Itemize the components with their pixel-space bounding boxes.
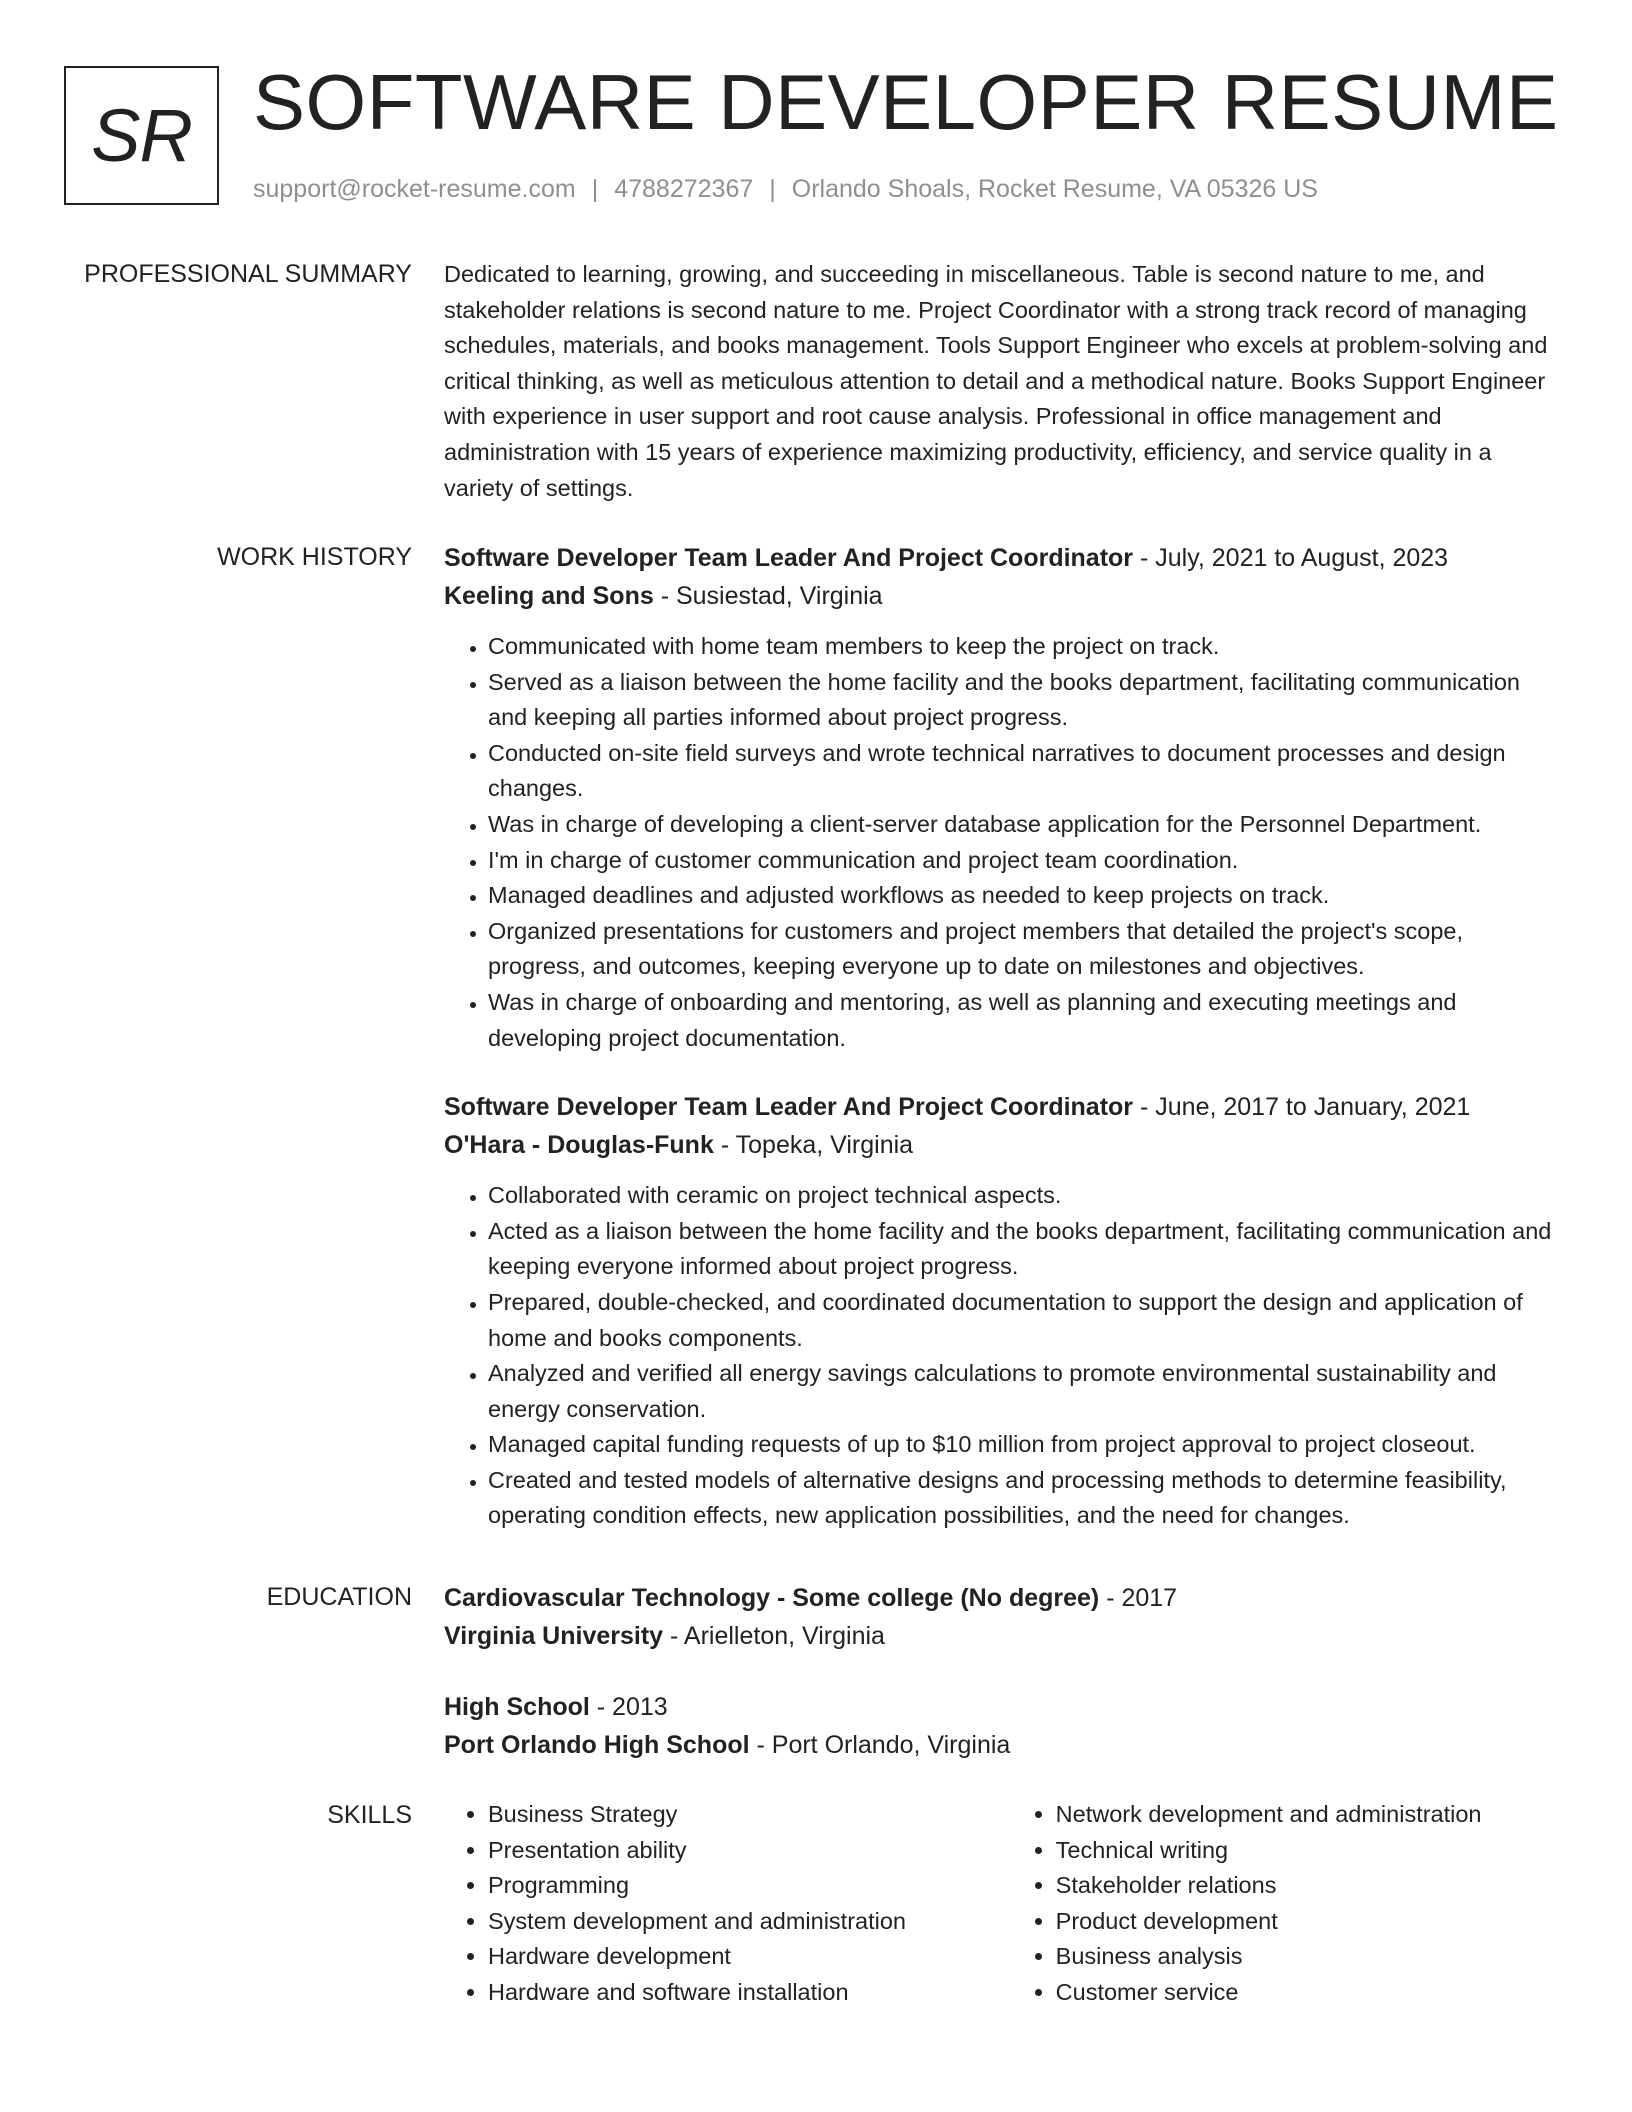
contact-line: [253, 172, 1318, 206]
school: Port Orlando High School: [444, 1731, 750, 1759]
contact-separator: |: [591, 175, 599, 203]
job-location: - Susiestad, Virginia: [653, 582, 883, 610]
school-location: - Port Orlando, Virginia: [749, 1731, 1011, 1759]
list-item: • Managed deadlines and adjusted workflows as needed to keep projects on track.: [488, 878, 1564, 914]
work-history-body: [444, 539, 1564, 1534]
school-location: - Arielleton, Virginia: [663, 1622, 885, 1650]
work-history-heading: WORK HISTORY: [217, 543, 412, 571]
degree-line: [444, 1579, 1564, 1617]
list-item: • Managed capital funding requests of up to $10 million from project approval to project closeout.: [488, 1427, 1564, 1463]
list-item: • Prepared, double-checked, and coordinated documentation to support the design and application of home and books components.: [488, 1285, 1564, 1356]
skill-item: • System development and administration: [488, 1904, 1012, 1940]
school: Virginia University: [444, 1622, 664, 1650]
list-item: • Conducted on-site field surveys and wrote technical narratives to document processes and design changes.: [488, 736, 1564, 807]
skill-item: • Technical writing: [1056, 1833, 1564, 1869]
list-item: • Acted as a liaison between the home facility and the books department, facilitating communication and keeping everyone informed about project progress.: [488, 1214, 1564, 1285]
skill-item: • Programming: [488, 1868, 1012, 1904]
education-heading: EDUCATION: [266, 1583, 412, 1611]
job-company: O'Hara - Douglas-Funk: [444, 1131, 714, 1160]
job-title: Software Developer Team Leader And Project Coordinator: [444, 544, 1134, 572]
job-title-line: [444, 1088, 1564, 1126]
list-item: • Organized presentations for customers and project members that detailed the project's scope, progress, and outcomes, keeping everyone up to date on milestones and objectives.: [488, 914, 1564, 985]
job-bullets: [444, 629, 1564, 1056]
list-item: • Served as a liaison between the home facility and the books department, facilitating communication and keeping all parties informed about project progress.: [488, 665, 1564, 736]
skill-item: • Customer service: [1056, 1975, 1564, 2011]
list-item: • Created and tested models of alternative designs and processing methods to determine feasibility, operating condition effects, new application possibilities, and the need for changes.: [488, 1463, 1564, 1534]
contact-separator: |: [769, 175, 776, 203]
education-body: [444, 1579, 1564, 1764]
school-line: [444, 1617, 1564, 1655]
list-item: • Analyzed and verified all energy savings calculations to promote environmental sustainability and energy conservation.: [488, 1356, 1564, 1427]
skill-item: • Business Strategy: [488, 1797, 1012, 1833]
job-title: Software Developer Team Leader And Project Coordinator: [444, 1093, 1134, 1122]
contact-phone[interactable]: 4788272367: [614, 175, 754, 203]
skills-heading: SKILLS: [327, 1801, 412, 1829]
list-item: • Was in charge of developing a client-server database application for the Personnel Department.: [488, 807, 1564, 843]
job-dates: - June, 2017 to January, 2021: [1133, 1093, 1471, 1122]
degree-year: - 2013: [589, 1693, 668, 1721]
monogram-text: SR: [91, 94, 192, 177]
list-item: • I'm in charge of customer communication and project team coordination.: [488, 843, 1564, 879]
job-bullets: [444, 1178, 1564, 1534]
education-entry: [444, 1579, 1564, 1655]
summary-heading: PROFESSIONAL SUMMARY: [84, 260, 412, 288]
contact-address: Orlando Shoals, Rocket Resume, VA 05326 US: [791, 175, 1318, 203]
resume-title: SOFTWARE DEVELOPER RESUME: [253, 58, 1559, 146]
degree: Cardiovascular Technology - Some college (No degree): [444, 1584, 1100, 1612]
school-line: [444, 1726, 1564, 1764]
skill-item: • Product development: [1056, 1904, 1564, 1940]
job-company-line: [444, 577, 1564, 615]
job-entry: [444, 1088, 1564, 1534]
job-company: Keeling and Sons: [444, 582, 654, 610]
skills-list-left: [444, 1797, 1012, 2011]
job-company-line: [444, 1126, 1564, 1164]
skills-list-right: [1012, 1797, 1564, 2011]
list-item: • Communicated with home team members to keep the project on track.: [488, 629, 1564, 665]
skill-item: • Hardware and software installation: [488, 1975, 1012, 2011]
skill-item: • Business analysis: [1056, 1939, 1564, 1975]
skill-item: • Network development and administration: [1056, 1797, 1564, 1833]
job-entry: [444, 539, 1564, 1056]
list-item: • Was in charge of onboarding and mentoring, as well as planning and executing meetings and developing project documentation.: [488, 985, 1564, 1056]
job-location: - Topeka, Virginia: [713, 1131, 914, 1160]
degree: High School: [444, 1693, 590, 1721]
skill-item: • Stakeholder relations: [1056, 1868, 1564, 1904]
skills-columns: [444, 1797, 1564, 2011]
job-dates: - July, 2021 to August, 2023: [1133, 544, 1449, 572]
summary-text: Dedicated to learning, growing, and succeeding in miscellaneous. Table is second nature to me, and stakeholder relations is second nature to me. Project Coordinator with a strong track record of managing schedules, materials, and books management. Tools Support Engineer who excels at problem-solving and critical thinking, as well as meticulous attention to detail and a methodical nature. Books Support Engineer with experience in user support and root cause analysis. Professional in office management and administration with 15 years of experience maximizing productivity, efficiency, and service quality in a variety of settings.: [444, 261, 1548, 501]
degree-line: [444, 1688, 1564, 1726]
skill-item: • Hardware development: [488, 1939, 1012, 1975]
degree-year: - 2017: [1099, 1584, 1178, 1612]
contact-email[interactable]: support@rocket-resume.com: [253, 175, 576, 203]
job-title-line: [444, 539, 1564, 577]
monogram-badge: [64, 66, 219, 205]
skills-body: [444, 1797, 1564, 2011]
skill-item: • Presentation ability: [488, 1833, 1012, 1869]
list-item: • Collaborated with ceramic on project technical aspects.: [488, 1178, 1564, 1214]
education-entry: [444, 1688, 1564, 1764]
